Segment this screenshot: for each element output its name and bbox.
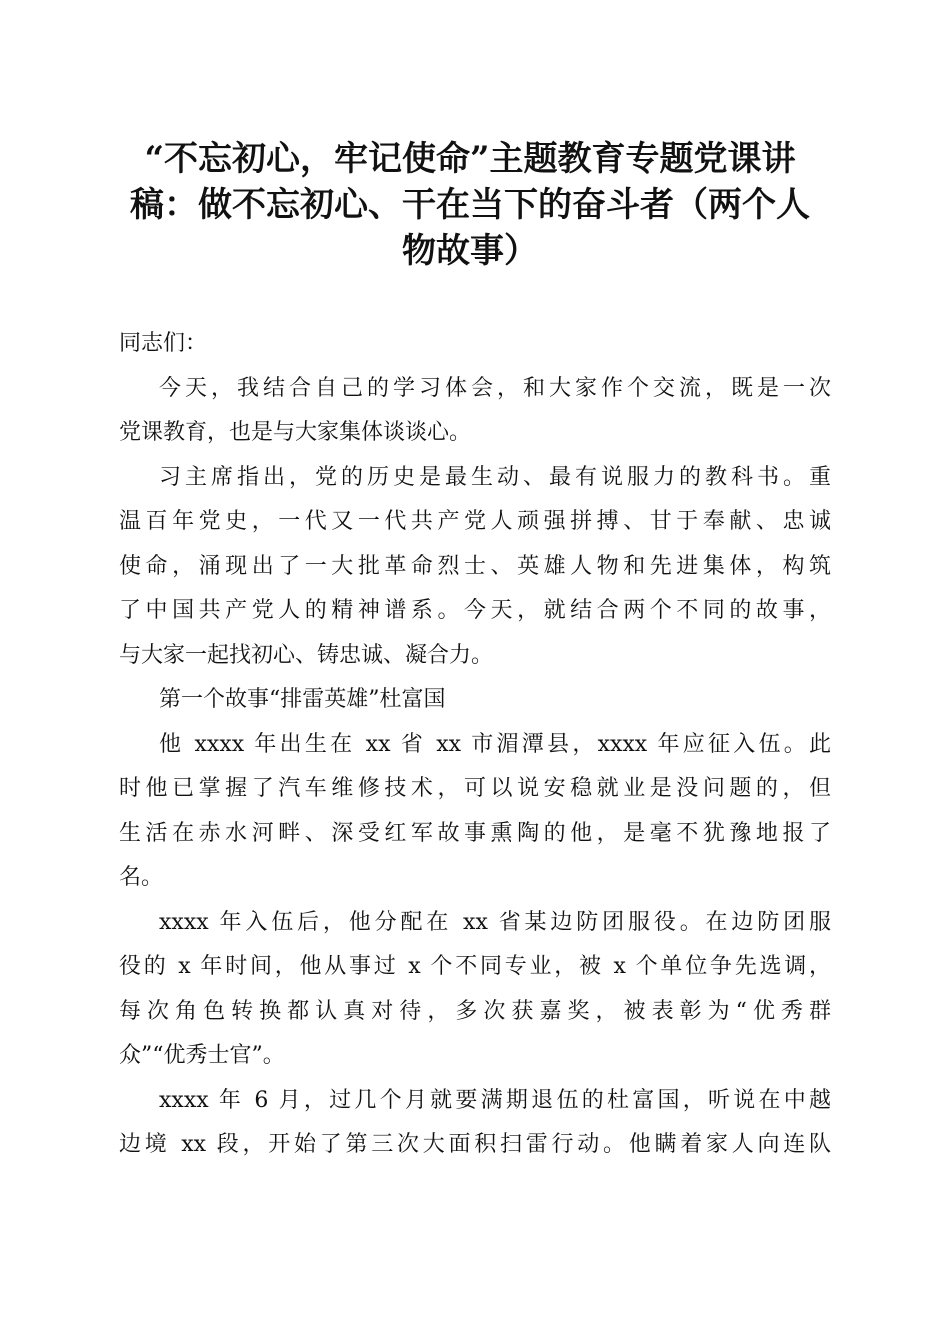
paragraph-line: 役的 x 年时间，他从事过 x 个不同专业，被 x 个单位争先选调，	[119, 954, 831, 979]
paragraph-line: 今天，我结合自己的学习体会，和大家作个交流，既是一次	[159, 375, 831, 401]
document-title	[100, 136, 840, 274]
paragraph-intro	[119, 367, 831, 456]
paragraph-quote	[119, 456, 831, 679]
paragraph-line: 与大家一起找初心、铸忠诚、凝合力。	[119, 642, 494, 668]
story-paragraph-birth	[119, 723, 831, 901]
story-paragraph-demining	[119, 1079, 831, 1168]
paragraph-line: 了中国共产党人的精神谱系。今天，就结合两个不同的故事，	[119, 598, 831, 623]
paragraph-line: xxxx 年入伍后，他分配在 xx 省某边防团服役。在边防团服	[159, 909, 831, 935]
paragraph-line: 习主席指出，党的历史是最生动、最有说服力的教科书。重	[159, 464, 831, 490]
paragraph-line: 党课教育，也是与大家集体谈谈心。	[119, 420, 472, 445]
title-line: 物故事）	[402, 231, 538, 271]
title-line: “不忘初心，牢记使命”主题教育专题党课讲	[144, 139, 796, 179]
paragraph-line: 温百年党史，一代又一代共产党人顽强拼搏、甘于奉献、忠诚	[119, 509, 831, 534]
paragraph-line: 他 xxxx 年出生在 xx 省 xx 市湄潭县，xxxx 年应征入伍。此	[159, 731, 831, 757]
paragraph-line: 时他已掌握了汽车维修技术，可以说安稳就业是没问题的，但	[119, 776, 831, 801]
paragraph-line: 每次角色转换都认真对待，多次获嘉奖，被表彰为“优秀群	[119, 998, 831, 1024]
document-body	[119, 322, 831, 1168]
paragraph-line: 使命，涌现出了一大批革命烈士、英雄人物和先进集体，构筑	[119, 553, 831, 579]
title-line: 稿：做不忘初心、干在当下的奋斗者（两个人	[130, 185, 810, 225]
paragraph-line: 生活在赤水河畔、深受红军故事熏陶的他，是毫不犹豫地报了	[119, 820, 831, 846]
paragraph-line: xxxx 年 6 月，过几个月就要满期退伍的杜富国，听说在中越	[159, 1087, 831, 1113]
paragraph-line: 边境 xx 段，开始了第三次大面积扫雷行动。他瞒着家人向连队	[119, 1132, 831, 1157]
paragraph-line: 众”“优秀士官”。	[119, 1043, 285, 1068]
salutation: 同志们：	[119, 331, 208, 356]
paragraph-line: 名。	[119, 865, 164, 890]
story-paragraph-service	[119, 901, 831, 1079]
section-heading: 第一个故事“排雷英雄”杜富国	[159, 687, 446, 712]
